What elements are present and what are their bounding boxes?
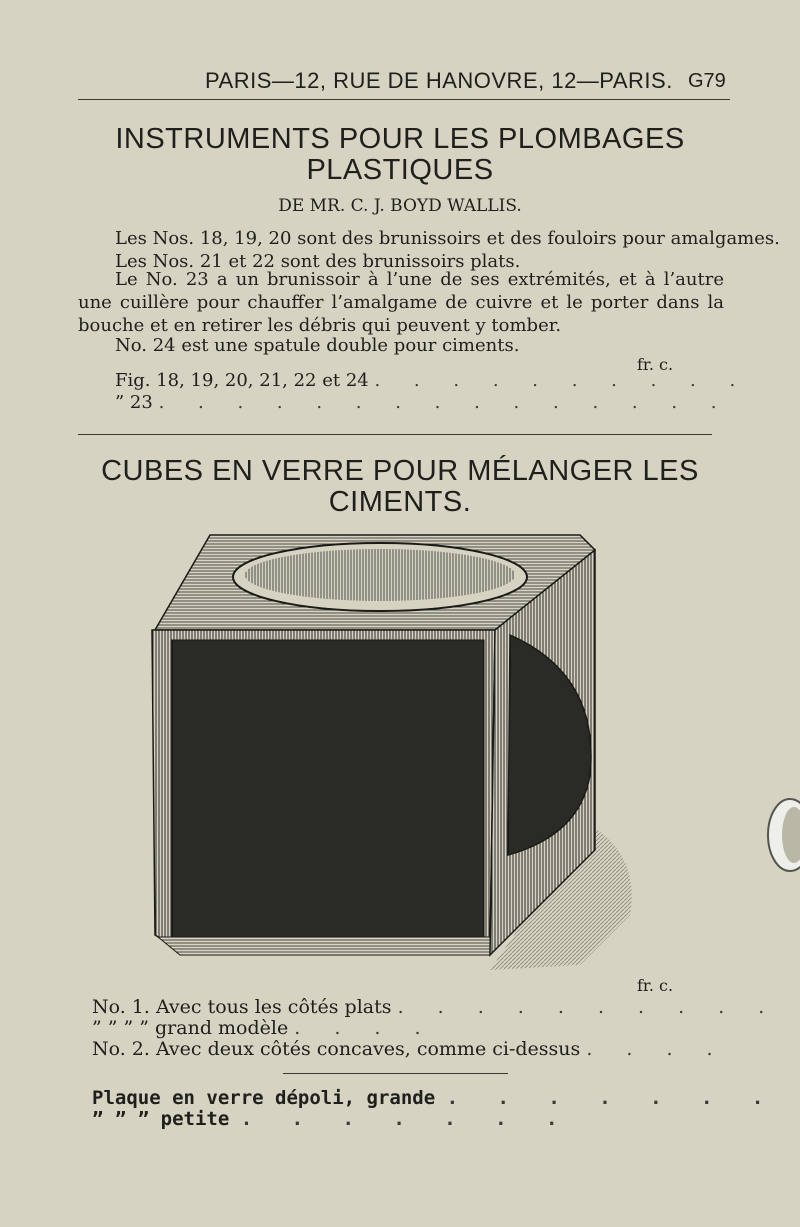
paragraph-1: Les Nos. 18, 19, 20 sont des brunissoirs et des fouloirs pour amalgames. — [115, 228, 780, 249]
running-header: PARIS—12, RUE DE HANOVRE, 12—PARIS. — [205, 68, 673, 93]
price-item — [92, 1087, 777, 1109]
leader-dots: . . . . . . . . . . . . . . . — [158, 392, 731, 413]
page-number: G79 — [688, 70, 726, 92]
price-item — [92, 1017, 435, 1039]
price-item — [92, 1038, 727, 1060]
header-rule — [78, 99, 730, 100]
leader-dots: . . . . . . . — [240, 1108, 572, 1130]
leader-dots: . . . . . . . . . . — [374, 370, 750, 391]
section-title-line1: INSTRUMENTS POUR LES PLOMBAGES — [115, 123, 685, 155]
paragraph-2: Les Nos. 21 et 22 sont des brunissoirs plats. — [115, 251, 521, 272]
price-item — [115, 392, 731, 413]
leader-dots: . . . . . . . — [446, 1087, 778, 1109]
leader-dots: . . . . — [586, 1038, 727, 1060]
paragraph-4: No. 24 est une spatule double pour ciments. — [115, 335, 520, 356]
page-edge-artifact — [756, 795, 800, 875]
price-item — [115, 370, 749, 391]
leader-dots: . . . . . . . . . . — [397, 996, 779, 1018]
glass-cube-illustration — [140, 525, 650, 975]
paragraph-3: Le No. 23 a un brunissoir à l’une de ses extrémités, et à l’autre une cuillère pour chauffer l’amalgame de cuivre et le porter dans la bouche et en retirer les débris qui peuvent y tomber. — [78, 269, 724, 336]
price-item-label: Plaque en verre dépoli, grande — [92, 1087, 436, 1109]
short-divider — [283, 1073, 508, 1074]
price-item-label: ” ” ” ” grand modèle — [92, 1017, 289, 1039]
price-item-label: ” ” ” petite — [92, 1108, 230, 1130]
price-item-label: No. 1. Avec tous les côtés plats — [92, 996, 392, 1018]
leader-dots: . . . . — [294, 1017, 435, 1039]
price-item — [92, 996, 778, 1018]
price-column-header: fr. c. — [637, 976, 674, 995]
price-item-label: ” 23 — [115, 392, 153, 413]
price-column-header: fr. c. — [637, 355, 674, 374]
section2-title-line1: CUBES EN VERRE POUR MÉLANGER LES — [101, 455, 699, 487]
section-divider — [78, 434, 712, 435]
section2-title-line2: CIMENTS. — [328, 486, 472, 518]
price-item-label: Fig. 18, 19, 20, 21, 22 et 24 — [115, 370, 369, 391]
price-item — [92, 1108, 571, 1130]
section-title-line2: PLASTIQUES — [306, 154, 494, 186]
byline: DE MR. C. J. BOYD WALLIS. — [278, 196, 522, 216]
price-item-label: No. 2. Avec deux côtés concaves, comme ci-dessus — [92, 1038, 581, 1060]
